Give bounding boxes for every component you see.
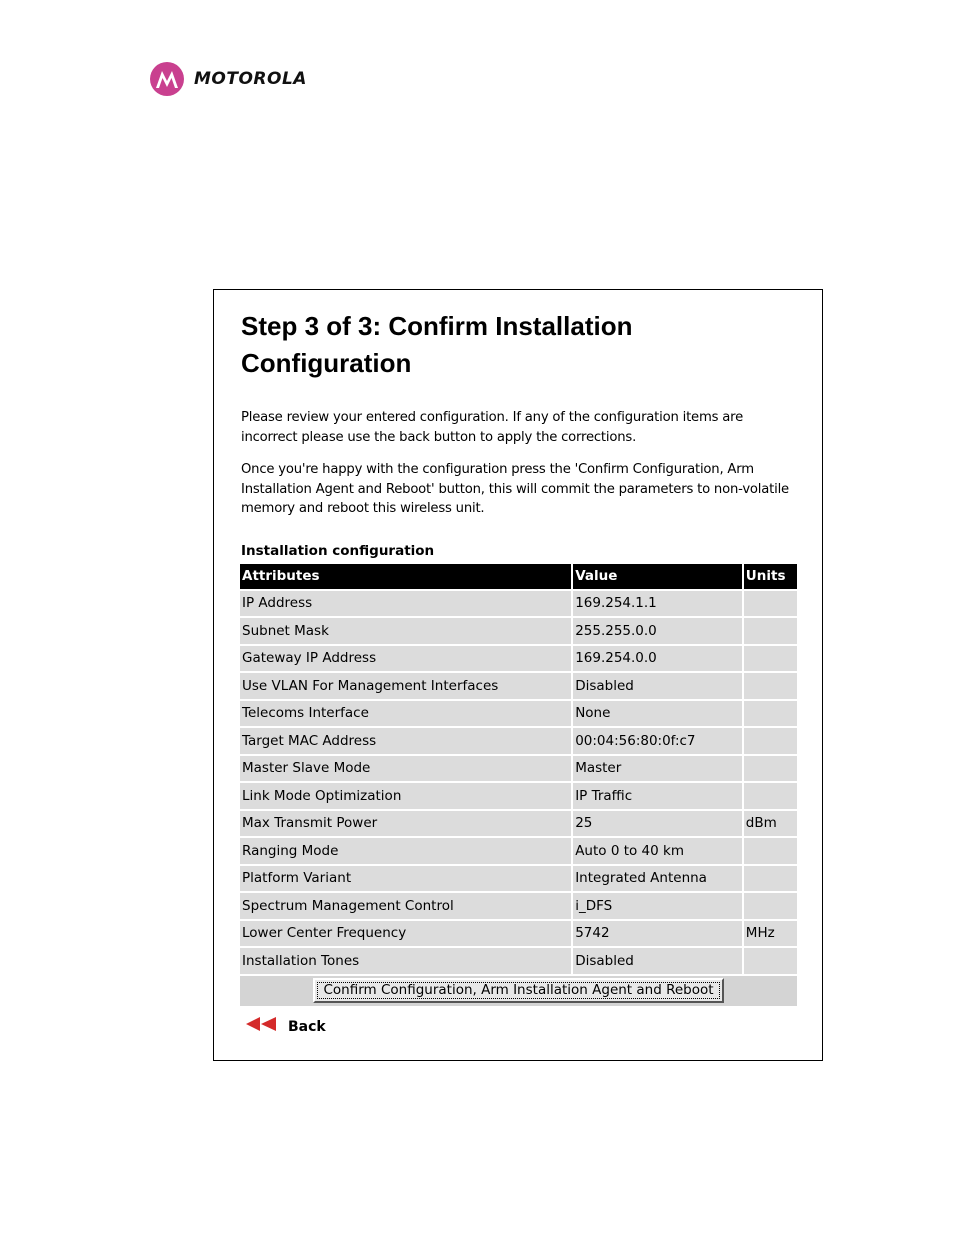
attribute-cell: Ranging Mode bbox=[240, 838, 571, 864]
attribute-cell: Telecoms Interface bbox=[240, 701, 571, 727]
attribute-cell: Subnet Mask bbox=[240, 618, 571, 644]
header-units: Units bbox=[744, 564, 797, 589]
header-value: Value bbox=[573, 564, 742, 589]
installation-wizard-panel bbox=[213, 289, 823, 1061]
value-cell: Integrated Antenna bbox=[573, 866, 742, 892]
value-cell: 169.254.1.1 bbox=[573, 591, 742, 617]
table-row bbox=[240, 783, 797, 809]
confirm-instructions: Once you're happy with the configuration press the 'Confirm Configuration, Arm Installation Agent and Reboot' button, this will commit the parameters to non-volatile memory and reboot this wireless unit. bbox=[241, 462, 789, 516]
attribute-cell: Spectrum Management Control bbox=[240, 893, 571, 919]
units-cell bbox=[744, 948, 797, 974]
double-left-arrow-icon bbox=[246, 1017, 278, 1036]
units-cell bbox=[744, 893, 797, 919]
units-cell bbox=[744, 838, 797, 864]
attribute-cell: IP Address bbox=[240, 591, 571, 617]
value-cell: None bbox=[573, 701, 742, 727]
table-row bbox=[240, 866, 797, 892]
header-attributes: Attributes bbox=[240, 564, 571, 589]
installation-config-table bbox=[238, 562, 799, 976]
attribute-cell: Lower Center Frequency bbox=[240, 921, 571, 947]
value-cell: 25 bbox=[573, 811, 742, 837]
attribute-cell: Installation Tones bbox=[240, 948, 571, 974]
attribute-cell: Platform Variant bbox=[240, 866, 571, 892]
table-header-row bbox=[240, 564, 797, 589]
value-cell: Disabled bbox=[573, 948, 742, 974]
table-row bbox=[240, 756, 797, 782]
units-cell bbox=[744, 701, 797, 727]
table-row bbox=[240, 921, 797, 947]
units-cell bbox=[744, 646, 797, 672]
units-cell bbox=[744, 728, 797, 754]
table-row bbox=[240, 728, 797, 754]
attribute-cell: Use VLAN For Management Interfaces bbox=[240, 673, 571, 699]
section-heading: Installation configuration bbox=[241, 542, 435, 559]
panel-content bbox=[241, 308, 798, 1037]
units-cell bbox=[744, 783, 797, 809]
units-cell bbox=[744, 673, 797, 699]
table-row bbox=[240, 811, 797, 837]
back-link[interactable] bbox=[246, 1017, 798, 1037]
value-cell: i_DFS bbox=[573, 893, 742, 919]
table-row bbox=[240, 893, 797, 919]
value-cell: 5742 bbox=[573, 921, 742, 947]
table-row bbox=[240, 701, 797, 727]
table-row bbox=[240, 948, 797, 974]
value-cell: IP Traffic bbox=[573, 783, 742, 809]
value-cell: Master bbox=[573, 756, 742, 782]
value-cell: 00:04:56:80:0f:c7 bbox=[573, 728, 742, 754]
attribute-cell: Target MAC Address bbox=[240, 728, 571, 754]
units-cell: MHz bbox=[744, 921, 797, 947]
motorola-batwing-icon bbox=[150, 62, 184, 96]
units-cell bbox=[744, 591, 797, 617]
attribute-cell: Master Slave Mode bbox=[240, 756, 571, 782]
attribute-cell: Link Mode Optimization bbox=[240, 783, 571, 809]
value-cell: 255.255.0.0 bbox=[573, 618, 742, 644]
table-row bbox=[240, 673, 797, 699]
value-cell: Disabled bbox=[573, 673, 742, 699]
brand-name: MOTOROLA bbox=[194, 69, 307, 89]
units-cell bbox=[744, 756, 797, 782]
units-cell bbox=[744, 866, 797, 892]
confirm-reboot-button[interactable]: Confirm Configuration, Arm Installation Agent and Reboot bbox=[313, 978, 723, 1003]
review-instructions: Please review your entered configuration. If any of the configuration items are incorrect please use the back button to apply the corrections. bbox=[241, 410, 744, 445]
attribute-cell: Max Transmit Power bbox=[240, 811, 571, 837]
page-title: Step 3 of 3: Confirm Installation Configuration bbox=[241, 311, 633, 378]
motorola-logo bbox=[150, 61, 307, 97]
units-cell: dBm bbox=[744, 811, 797, 837]
back-label: Back bbox=[288, 1018, 326, 1035]
attribute-cell: Gateway IP Address bbox=[240, 646, 571, 672]
value-cell: 169.254.0.0 bbox=[573, 646, 742, 672]
value-cell: Auto 0 to 40 km bbox=[573, 838, 742, 864]
table-row bbox=[240, 591, 797, 617]
units-cell bbox=[744, 618, 797, 644]
action-bar bbox=[240, 976, 797, 1006]
table-row bbox=[240, 838, 797, 864]
table-row bbox=[240, 618, 797, 644]
table-row bbox=[240, 646, 797, 672]
